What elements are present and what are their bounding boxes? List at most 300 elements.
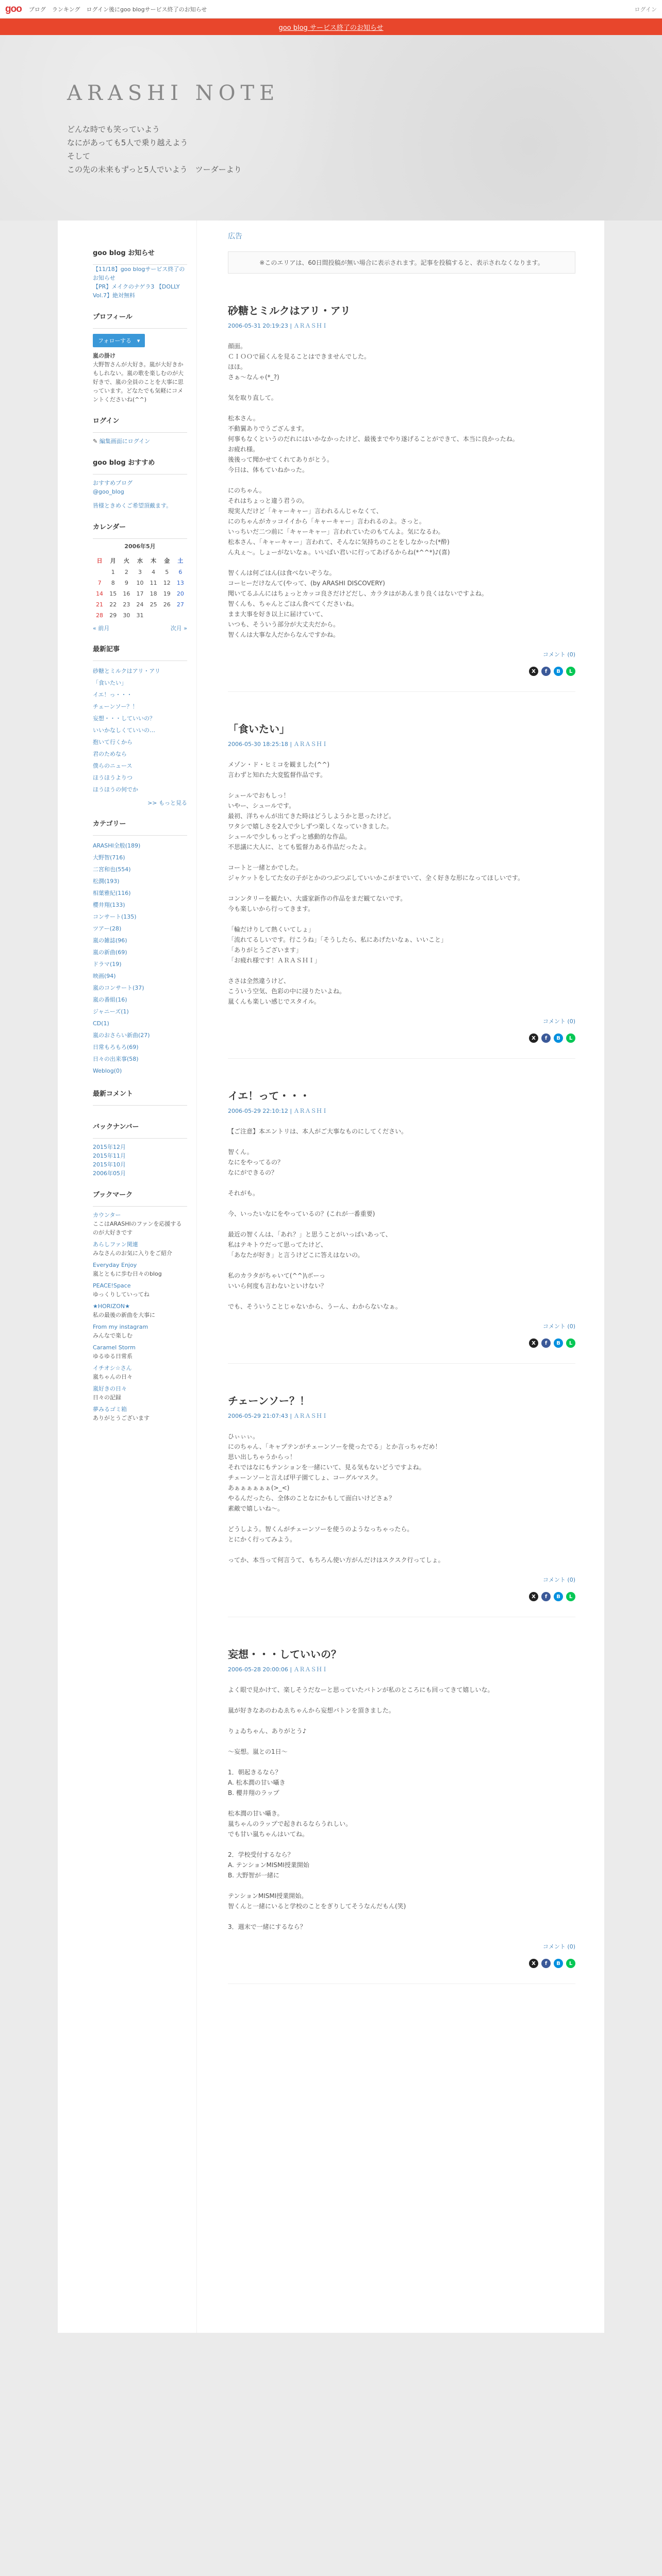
blog-header xyxy=(0,35,662,221)
post-paragraph: 素敵で嬉しいね〜。 xyxy=(228,1505,284,1512)
post-paragraph: 顔面。 xyxy=(228,343,247,350)
calendar-day[interactable]: 11 xyxy=(150,580,157,586)
facebook-share-icon[interactable]: f xyxy=(541,1959,551,1968)
sidebar-category-title: カテゴリー xyxy=(93,820,126,828)
calendar-day[interactable]: 26 xyxy=(163,601,171,608)
recent-item-link[interactable]: 君のためなら xyxy=(93,751,127,757)
category-item xyxy=(93,1018,187,1029)
post-paragraph: コーヒーだけなんて(やって、(by ARASHI DISCOVERY) xyxy=(228,580,385,587)
bookmark-desc: みなさんのお気に入りをご紹介 xyxy=(93,1250,172,1257)
calendar-weekday: 月 xyxy=(110,557,116,564)
follow-button[interactable]: フォローする ▾ xyxy=(93,334,145,347)
calendar-day[interactable]: 28 xyxy=(96,612,104,619)
calendar-day[interactable]: 18 xyxy=(150,590,157,597)
post-paragraph: でも、そういうことじゃないから、うーん、わからないなぁ。 xyxy=(228,1303,402,1310)
calendar-weekday: 木 xyxy=(151,557,157,564)
post-spacer xyxy=(228,1514,575,1524)
category-item xyxy=(93,1065,187,1077)
calendar-header-row xyxy=(93,554,187,567)
post-spacer xyxy=(228,1198,575,1209)
post-divider xyxy=(228,691,575,692)
post-paragraph: 思い出しちゃうからっ！ xyxy=(228,1453,296,1461)
recommend-item xyxy=(93,487,187,496)
calendar-caption: 2006年5月 xyxy=(124,543,156,550)
post-comment-link[interactable]: コメント (0) xyxy=(542,1577,575,1583)
post-paragraph: ひぃぃぃ。 xyxy=(228,1433,259,1440)
post-spacer xyxy=(228,1260,575,1270)
sidebar-divider xyxy=(93,432,187,433)
line-share-icon[interactable]: L xyxy=(566,1592,575,1601)
calendar-day[interactable]: 1 xyxy=(111,569,115,575)
post-comment-link[interactable]: コメント (0) xyxy=(542,1018,575,1025)
service-notice-link[interactable]: goo blog サービス終了のお知らせ xyxy=(278,24,384,32)
category-item xyxy=(93,887,187,899)
bookmark-link[interactable]: Caramel Storm xyxy=(93,1344,136,1351)
bookmark-desc: 嵐とともに歩む日々のblog xyxy=(93,1270,162,1277)
recent-item-link[interactable]: イエ！っ・・・ xyxy=(93,691,133,698)
post-paragraph: コートと一緒とかでした。 xyxy=(228,864,303,871)
calendar-day[interactable]: 30 xyxy=(123,612,130,619)
category-item xyxy=(93,863,187,875)
post-title[interactable]: 妄想・・・していいの？ xyxy=(228,1648,341,1660)
bookmark-item xyxy=(93,1261,187,1278)
post-paragraph: 不思議に大人に、とても監督力ある作品だったよ。 xyxy=(228,843,371,851)
share-buttons xyxy=(228,1592,575,1601)
calendar-day[interactable]: 12 xyxy=(163,580,171,586)
facebook-share-icon[interactable]: f xyxy=(541,1033,551,1043)
category-item-link[interactable]: ドラマ(19) xyxy=(93,961,122,968)
post-paragraph: 智くんは大事な人だからなんですかね。 xyxy=(228,631,340,638)
post-paragraph: ～妄想。嵐との1日～ xyxy=(228,1748,288,1755)
post-meta: 2006-05-29 22:10:12 | ＡＲＡＳＨＩ xyxy=(228,1108,328,1114)
calendar-weekday: 日 xyxy=(96,557,103,564)
post-paragraph: 【ご注意】本エントリは、本人がご大事なものにしてください。 xyxy=(228,1128,408,1135)
calendar-day[interactable]: 25 xyxy=(150,601,157,608)
sidebar-divider xyxy=(93,835,187,836)
post-paragraph: 嵐ちゃんのラップで起きれるならうれしい。 xyxy=(228,1820,352,1827)
post-spacer xyxy=(228,852,575,862)
post-paragraph: にのちゃんがカッコイイから「キャーキャー」言われるのよ。さっと。 xyxy=(228,518,425,525)
post-title[interactable]: 砂糖とミルクはアリ・アリ xyxy=(228,304,351,317)
post-title[interactable]: イエ！って・・・ xyxy=(228,1090,310,1102)
calendar-day[interactable]: 19 xyxy=(163,590,171,597)
post-body xyxy=(228,1431,575,1565)
post-paragraph: いっちいだ二つ前に「キャーキャー」言われていたのもてんよ。気になるわ。 xyxy=(228,528,444,535)
notice-item-link[interactable]: 【11/18】goo blogサービス終了のお知らせ xyxy=(93,266,185,281)
post-paragraph: ＣＩＯＯで届くんを見ることはできませんでした。 xyxy=(228,353,371,360)
calendar-day[interactable]: 21 xyxy=(96,601,104,608)
post-paragraph: それではなにもテンションを一緒にいて、見る気もないどうですよね。 xyxy=(228,1464,425,1471)
sidebar-backnumber-title: バックナンバー xyxy=(93,1123,139,1131)
calendar-day[interactable]: 29 xyxy=(109,612,117,619)
bookmark-desc: ありがとうございます xyxy=(93,1415,150,1421)
post-paragraph: よく眼で見かけて、楽しそうだなーと思っていたバトンが私のところにも回ってきて嬉しいな。 xyxy=(228,1686,494,1693)
bookmark-link[interactable]: あらしファン関連 xyxy=(93,1241,138,1248)
post-comment-link[interactable]: コメント (0) xyxy=(542,1943,575,1950)
calendar-day xyxy=(160,610,174,621)
bookmark-desc: 私の最後の新曲を大事に xyxy=(93,1312,155,1318)
bookmark-desc: 嵐ちゃんの日々 xyxy=(93,1374,133,1380)
category-item-link[interactable]: 相葉雅紀(116) xyxy=(93,890,131,896)
recent-item-link[interactable]: 砂糖とミルクはアリ・アリ xyxy=(93,668,160,674)
backnumber-item xyxy=(93,1169,187,1178)
x-share-icon[interactable]: X xyxy=(529,1338,538,1348)
hatena-share-icon[interactable]: B xyxy=(554,1959,563,1968)
recent-item-link[interactable]: ほうほうの何でか xyxy=(93,786,138,793)
post-spacer xyxy=(228,914,575,924)
sidebar-divider xyxy=(93,538,187,539)
calendar-day[interactable]: 17 xyxy=(136,590,144,597)
facebook-share-icon[interactable]: f xyxy=(541,667,551,676)
recommend-item xyxy=(93,479,187,487)
recommend-extra[interactable]: 皆様ときめくご希望頂戴ます。 xyxy=(93,502,172,509)
category-item xyxy=(93,923,187,935)
post-body xyxy=(228,341,575,640)
post-paragraph: B. 大野智が一緒に xyxy=(228,1872,279,1879)
line-share-icon[interactable]: L xyxy=(566,1338,575,1348)
category-item-link[interactable]: 日常もろもろ(69) xyxy=(93,1044,139,1050)
x-share-icon[interactable]: X xyxy=(529,667,538,676)
post-paragraph: にのちゃん、「キャプテンがチェーンソーを使ったでる」とか言っちゃだめ！ xyxy=(228,1443,441,1450)
bookmark-desc: ゆっくりしていってね xyxy=(93,1291,150,1298)
post-spacer xyxy=(228,1798,575,1808)
post-paragraph: ほほ。 xyxy=(228,363,247,370)
recent-item xyxy=(93,713,187,724)
blog-title[interactable]: ARASHI NOTE xyxy=(67,81,280,105)
bookmark-link[interactable]: 夢みるゴミ箱 xyxy=(93,1406,127,1413)
post-spacer xyxy=(228,1137,575,1147)
post-comment-link[interactable]: コメント (0) xyxy=(542,1323,575,1330)
post-spacer xyxy=(228,1178,575,1188)
bookmark-link[interactable]: PEACE!Space xyxy=(93,1282,131,1289)
post-paragraph: まま大事を好き以上に届けていて、 xyxy=(228,611,327,618)
bookmark-item xyxy=(93,1211,187,1237)
post-meta: 2006-05-29 21:07:43 | ＡＲＡＳＨＩ xyxy=(228,1413,328,1419)
post-paragraph: 智くんも、ちゃんとごはん食べてくださいね。 xyxy=(228,600,358,607)
post-comment-link[interactable]: コメント (0) xyxy=(542,651,575,658)
calendar-day xyxy=(147,610,160,621)
login-link[interactable]: 編集画面にログイン xyxy=(99,438,151,445)
post-paragraph: 不動翼ありでうござんます。 xyxy=(228,425,308,432)
bookmark-desc: ここはARASHIのファンを応援するのが大好きです xyxy=(93,1221,182,1236)
bookmark-link[interactable]: 嵐好きの日々 xyxy=(93,1385,127,1392)
backnumber-item-link[interactable]: 2015年11月 xyxy=(93,1153,126,1159)
post-paragraph: シュールでおもしっ！ xyxy=(228,792,290,799)
category-item-link[interactable]: ツアー(28) xyxy=(93,925,122,932)
recent-item xyxy=(93,677,187,689)
calendar-week-row xyxy=(93,578,187,588)
bookmark-desc: みんなで楽しむ xyxy=(93,1332,133,1339)
post-paragraph: 1．朝起きるなら？ xyxy=(228,1769,282,1776)
post-spacer xyxy=(228,557,575,568)
bookmark-item xyxy=(93,1240,187,1258)
calendar-day[interactable]: 6 xyxy=(178,569,183,575)
recent-item-link[interactable]: 「食いたい」 xyxy=(93,680,127,686)
post-spacer xyxy=(228,1716,575,1726)
post-spacer xyxy=(228,1839,575,1850)
content-wrapper xyxy=(58,221,604,2333)
post-paragraph: 何事もなくというのだれにはいかなかったけど、最後までやり遂げることができて、本当に良かったね。 xyxy=(228,435,519,443)
sidebar-recommend-title: goo blog おすすめ xyxy=(93,459,155,467)
calendar-day[interactable]: 10 xyxy=(136,580,144,586)
post-spacer xyxy=(228,382,575,393)
hatena-share-icon[interactable]: B xyxy=(554,667,563,676)
post-paragraph: 今日は、体もていねかった。 xyxy=(228,466,309,473)
calendar-weekday: 土 xyxy=(177,557,184,564)
category-item-link[interactable]: ジャニーズ(1) xyxy=(93,1008,129,1015)
post-paragraph: メゾン・ド・ヒミコを観ました(^^) xyxy=(228,761,330,768)
calendar-week-row xyxy=(93,610,187,621)
post-paragraph: 私のカラタがちゃいて(^^)\ボーっ xyxy=(228,1272,325,1279)
sidebar-calendar-title: カレンダー xyxy=(93,523,126,531)
main-content xyxy=(197,221,604,2333)
sidebar-backnumber-list xyxy=(93,1143,187,1178)
calendar-day[interactable]: 9 xyxy=(124,580,128,586)
calendar-weekday: 金 xyxy=(164,557,170,564)
sidebar-divider xyxy=(93,1206,187,1207)
calendar-day[interactable]: 20 xyxy=(176,590,184,597)
post-divider xyxy=(228,1363,575,1364)
post-spacer xyxy=(228,1219,575,1229)
recent-item xyxy=(93,665,187,677)
calendar-week-row xyxy=(93,588,187,599)
facebook-share-icon[interactable]: f xyxy=(541,1338,551,1348)
facebook-share-icon[interactable]: f xyxy=(541,1592,551,1601)
category-item xyxy=(93,852,187,863)
category-item xyxy=(93,875,187,887)
backnumber-item-link[interactable]: 2015年10月 xyxy=(93,1161,126,1168)
notice-item-link[interactable]: 【PR】メイクのナゲラ3 【DOLLY Vol.7】絶対無料 xyxy=(93,283,180,299)
category-item xyxy=(93,899,187,911)
sidebar-login-title: ログイン xyxy=(93,417,120,425)
sidebar-recent-list xyxy=(93,665,187,795)
calendar-week-row xyxy=(93,599,187,610)
post-paragraph: なにをやってるの？ xyxy=(228,1159,284,1166)
calendar-day[interactable]: 7 xyxy=(97,580,102,586)
ad-label: 広告 xyxy=(228,232,242,241)
bookmark-item xyxy=(93,1364,187,1381)
hatena-share-icon[interactable]: B xyxy=(554,1033,563,1043)
bookmark-link[interactable]: カウンター xyxy=(93,1212,121,1218)
post-divider xyxy=(228,1058,575,1059)
category-item-link[interactable]: CD(1) xyxy=(93,1020,109,1027)
topbar-login-link[interactable]: ログイン xyxy=(634,6,657,13)
post-spacer xyxy=(228,1736,575,1747)
backnumber-item xyxy=(93,1160,187,1169)
calendar-day xyxy=(174,610,187,621)
recommend-item-link[interactable]: @goo_blog xyxy=(93,488,124,495)
recent-item xyxy=(93,772,187,784)
sidebar-notice-title: goo blog お知らせ xyxy=(93,249,155,257)
backnumber-item xyxy=(93,1143,187,1151)
post-paragraph: 智くんは何ごはん(は食べないぞうな。 xyxy=(228,569,336,577)
calendar-day[interactable]: 13 xyxy=(176,580,184,586)
category-item-link[interactable]: 大野智(716) xyxy=(93,854,125,861)
post-paragraph: A. 松本潤の甘い囁き xyxy=(228,1779,286,1786)
calendar-day[interactable]: 22 xyxy=(109,601,117,608)
sidebar-recommend-list xyxy=(93,479,187,496)
post-paragraph: 最近の智くんは、「あれ？」と思うことがいっぱいあって、 xyxy=(228,1231,392,1238)
post-paragraph: やるんだったら、全体のことなにかもして面白いけどさぁ？ xyxy=(228,1495,395,1502)
blog-post xyxy=(228,302,575,692)
topbar-link-blog[interactable]: ブログ xyxy=(28,6,46,13)
calendar-day[interactable]: 27 xyxy=(176,601,184,608)
post-paragraph: でも甘い嵐ちゃんはいてね。 xyxy=(228,1831,309,1838)
post-paragraph: それがも。 xyxy=(228,1190,259,1197)
sidebar-bookmark-list xyxy=(93,1211,187,1422)
hatena-share-icon[interactable]: B xyxy=(554,1338,563,1348)
recent-item-link[interactable]: 僕らのニュース xyxy=(93,762,133,769)
calendar-day[interactable]: 23 xyxy=(123,601,130,608)
blog-description-line: そして xyxy=(67,151,91,161)
post-paragraph: シュールで少しもっとずっと感動的な作品。 xyxy=(228,833,351,840)
category-item-link[interactable]: 嵐の新曲(69) xyxy=(93,949,127,956)
notice-item xyxy=(93,282,187,300)
category-item-link[interactable]: 嵐のコンサート(37) xyxy=(93,985,144,991)
ad-notice-box: ※このエリアは、60日間投稿が無い場合に表示されます。記事を投稿すると、表示されなくなります。 xyxy=(228,251,575,274)
recent-item-link[interactable]: 抱いて行くから xyxy=(93,739,133,745)
calendar-day[interactable]: 16 xyxy=(123,590,130,597)
category-item-link[interactable]: Weblog(0) xyxy=(93,1067,122,1074)
topbar-link-notice[interactable]: ログイン後にgoo blogサービス終了のお知らせ xyxy=(86,6,207,13)
category-item-link[interactable]: ARASHI全般(189) xyxy=(93,842,141,849)
bookmark-link[interactable]: Everyday Enjoy xyxy=(93,1262,137,1268)
bookmark-link[interactable]: From my instagram xyxy=(93,1324,148,1330)
post-paragraph: コンンタリーを観たい、大盛家新作の作品をまだ観てないです。 xyxy=(228,895,407,902)
sidebar-divider xyxy=(93,328,187,329)
calendar-prev-link[interactable]: « 前月 xyxy=(93,625,110,632)
calendar-day[interactable]: 4 xyxy=(152,569,156,575)
recent-item xyxy=(93,689,187,701)
share-buttons xyxy=(228,1959,575,1968)
category-item-link[interactable]: 櫻井翔(133) xyxy=(93,902,125,908)
post-paragraph: 「お疲れ様です！ＡＲＡＳＨＩ」 xyxy=(228,957,321,964)
calendar-day[interactable]: 8 xyxy=(111,580,115,586)
line-share-icon[interactable]: L xyxy=(566,667,575,676)
post-title[interactable]: 「食いたい」 xyxy=(228,723,290,735)
x-share-icon[interactable]: X xyxy=(529,1959,538,1968)
calendar-day[interactable]: 3 xyxy=(138,569,142,575)
sidebar-divider xyxy=(93,1138,187,1139)
calendar xyxy=(93,554,187,621)
topbar-link-ranking[interactable]: ランキング xyxy=(52,6,80,13)
category-item xyxy=(93,840,187,852)
goo-topbar xyxy=(0,0,662,19)
blog-post xyxy=(228,721,575,1059)
backnumber-item-link[interactable]: 2015年12月 xyxy=(93,1144,126,1150)
category-item-link[interactable]: 日々の出来事(58) xyxy=(93,1056,139,1062)
post-paragraph: 松本さん、「キャーキャー」言われて、そんなに気持ちのことをしなかった(*酔) xyxy=(228,538,450,546)
line-share-icon[interactable]: L xyxy=(566,1959,575,1968)
category-item-link[interactable]: コンサート(135) xyxy=(93,913,137,920)
recent-item-link[interactable]: いいかなしくていいの… xyxy=(93,727,155,734)
recent-item-link[interactable]: ほうほうよりつ xyxy=(93,774,133,781)
blog-post xyxy=(228,1646,575,1984)
share-buttons xyxy=(228,667,575,676)
recent-item xyxy=(93,784,187,795)
category-item-link[interactable]: 嵐のおさらい新曲(27) xyxy=(93,1032,150,1039)
post-paragraph: こういう空気、色彩の中に浸りたいよね。 xyxy=(228,988,346,995)
post-paragraph: 「輪だけりして熱くいてしょ」 xyxy=(228,926,315,933)
blog-description-line: なにがあっても5人で乗り越えよう xyxy=(67,138,188,147)
post-paragraph: ん丸ぇ〜。しょーがないなぁ。いいばい君いに行ってあげるからね(*^^*)♪(喜) xyxy=(228,549,450,556)
calendar-day[interactable]: 24 xyxy=(136,601,144,608)
category-item xyxy=(93,1041,187,1053)
post-spacer xyxy=(228,780,575,790)
calendar-week-row xyxy=(93,567,187,578)
post-paragraph: 私はテキトウだって思ってたけど、 xyxy=(228,1241,327,1248)
backnumber-item-link[interactable]: 2006年05月 xyxy=(93,1170,126,1177)
bookmark-link[interactable]: イチオシ☆さん xyxy=(93,1365,132,1371)
category-item xyxy=(93,958,187,970)
post-spacer xyxy=(228,1695,575,1705)
bookmark-link[interactable]: ★HORIZON★ xyxy=(93,1303,130,1310)
x-share-icon[interactable]: X xyxy=(529,1033,538,1043)
post-paragraph: 後後って聞かせてくれてありがとう。 xyxy=(228,456,334,463)
bookmark-item xyxy=(93,1384,187,1402)
calendar-day[interactable]: 5 xyxy=(165,569,169,575)
category-item-link[interactable]: 嵐の雑誌(96) xyxy=(93,937,127,944)
category-item-link[interactable]: 嵐の番組(16) xyxy=(93,996,127,1003)
calendar-day[interactable]: 14 xyxy=(96,590,104,597)
calendar-weekday: 水 xyxy=(137,557,143,564)
calendar-day[interactable]: 31 xyxy=(136,612,144,619)
post-paragraph: お疲れ様。 xyxy=(228,446,259,453)
post-paragraph: A. テンションMISMI授業開始 xyxy=(228,1861,309,1869)
sidebar-recent-title: 最新記事 xyxy=(93,646,120,653)
goo-topbar-links xyxy=(29,5,207,13)
hatena-share-icon[interactable]: B xyxy=(554,1592,563,1601)
goo-logo[interactable]: goo xyxy=(5,3,22,14)
category-item-link[interactable]: 松潤(193) xyxy=(93,878,120,885)
blog-description-line: この先の未来もずっと5人でいよう ツーダーより xyxy=(67,165,242,174)
post-spacer xyxy=(228,475,575,485)
post-body xyxy=(228,1685,575,1932)
recent-item-link[interactable]: 妄想・・・していいの？ xyxy=(93,715,155,722)
category-item-link[interactable]: 二宮和也(554) xyxy=(93,866,131,873)
calendar-day[interactable]: 15 xyxy=(109,590,117,597)
x-share-icon[interactable]: X xyxy=(529,1592,538,1601)
post-meta: 2006-05-30 18:25:18 | ＡＲＡＳＨＩ xyxy=(228,741,328,748)
post-paragraph: 松本さん。 xyxy=(228,415,259,422)
category-item xyxy=(93,994,187,1006)
sidebar-category-list xyxy=(93,840,187,1077)
recent-item-link[interactable]: チェーンソー？！ xyxy=(93,703,138,710)
recent-item xyxy=(93,724,187,736)
sidebar-comment-title: 最新コメント xyxy=(93,1090,134,1098)
post-paragraph: ってか、本当って何言うて、もちろん使い方がんだけはスクスク行ってしょ。 xyxy=(228,1556,444,1564)
post-spacer xyxy=(228,1291,575,1301)
notice-item xyxy=(93,265,187,282)
category-item-link[interactable]: 映画(94) xyxy=(93,973,116,979)
calendar-next-link[interactable]: 次月 » xyxy=(170,625,187,632)
recent-more-link[interactable]: >> もっと見る xyxy=(147,800,187,806)
calendar-day[interactable]: 2 xyxy=(124,569,128,575)
recommend-item-link[interactable]: おすすめブログ xyxy=(93,480,133,486)
post-paragraph: 3．週末で一緒にするなら？ xyxy=(228,1923,306,1930)
sidebar-profile-title: プロフィール xyxy=(93,313,133,321)
line-share-icon[interactable]: L xyxy=(566,1033,575,1043)
category-item xyxy=(93,911,187,923)
post-paragraph: 「あなたが好き」と言うけどこに答えはないの。 xyxy=(228,1251,364,1259)
post-meta: 2006-05-31 20:19:23 | ＡＲＡＳＨＩ xyxy=(228,323,328,329)
bookmark-item xyxy=(93,1323,187,1340)
share-buttons xyxy=(228,1338,575,1348)
sidebar-bookmark-title: ブックマーク xyxy=(93,1191,133,1199)
post-paragraph: 2．学校受付するなら？ xyxy=(228,1851,294,1858)
post-title[interactable]: チェーンソー？！ xyxy=(228,1395,310,1407)
sidebar-divider xyxy=(93,660,187,661)
